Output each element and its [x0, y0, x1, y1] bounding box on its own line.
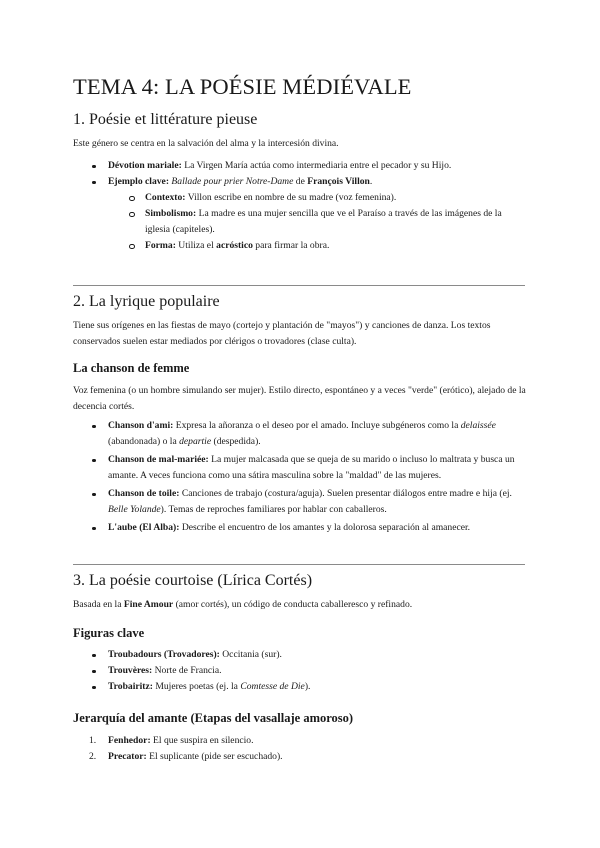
page-title: TEMA 4: LA POÉSIE MÉDIÉVALE — [73, 74, 412, 99]
sub-list-item: Forma: Utiliza el acróstico para firmar la obra. — [73, 238, 529, 254]
circle-bullet-icon — [129, 244, 135, 250]
circle-bullet-icon — [129, 196, 135, 202]
list-item: 1. Fenhedor: El que suspira en silencio. — [89, 735, 254, 746]
section-1-intro: Este género se centra en la salvación del alma y la intercesión divina. — [73, 138, 339, 149]
subsection-heading: La chanson de femme — [73, 361, 190, 375]
section-2-list — [73, 418, 529, 536]
figuras-heading: Figuras clave — [73, 626, 145, 640]
bullet-icon — [92, 527, 96, 531]
bullet-icon — [92, 425, 96, 429]
section-1-heading: 1. Poésie et littérature pieuse — [73, 111, 258, 128]
bullet-icon — [92, 670, 96, 674]
list-item: Ejemplo clave: Ballade pour prier Notre-Dame de François Villon. — [73, 174, 529, 190]
bullet-icon — [92, 654, 96, 658]
section-3-intro: Basada en la Fine Amour (amor cortés), un código de conducta caballeresco y refinado. — [73, 599, 413, 610]
list-item: Trouvères: Norte de Francia. — [73, 663, 529, 679]
bullet-icon — [92, 459, 96, 463]
list-item: 2. Precator: El suplicante (pide ser escuchado). — [89, 751, 283, 762]
section-divider — [73, 564, 525, 565]
list-item: Dévotion mariale: La Virgen María actúa como intermediaria entre el pecador y su Hijo. — [73, 158, 529, 174]
sub-list-item: Contexto: Villon escribe en nombre de su madre (voz femenina). — [73, 190, 529, 206]
figuras-list — [73, 647, 529, 695]
jerarquia-list — [73, 733, 529, 765]
bullet-icon — [92, 165, 96, 169]
jerarquia-heading: Jerarquía del amante (Etapas del vasallaje amoroso) — [73, 711, 354, 725]
list-item: Chanson de mal-mariée: La mujer malcasada que se queja de su marido o incluso lo maltrata y busca un amante. A veces funciona como una sátira masculina sobre la "maldad" de las mujeres. — [73, 452, 529, 484]
circle-bullet-icon — [129, 212, 135, 218]
bullet-icon — [92, 181, 96, 185]
section-1-list — [73, 158, 529, 254]
section-3-heading: 3. La poésie courtoise (Lírica Cortés) — [73, 572, 313, 589]
list-item: Trobairitz: Mujeres poetas (ej. la Comtesse de Die). — [73, 679, 529, 695]
section-divider — [73, 285, 525, 286]
list-item: Chanson d'ami: Expresa la añoranza o el deseo por el amado. Incluye subgéneros como la delaissée (abandonada) o la departie (despedida). — [73, 418, 529, 450]
bullet-icon — [92, 686, 96, 690]
sub-list-item: Simbolismo: La madre es una mujer sencilla que ve el Paraíso a través de las imágenes de la iglesia (capiteles). — [73, 206, 529, 238]
list-item: Troubadours (Trovadores): Occitania (sur). — [73, 647, 529, 663]
subsection-intro: Voz femenina (o un hombre simulando ser mujer). Estilo directo, espontáneo y a veces "verde" (erótico), alejado de la decencia cortés. — [73, 385, 526, 412]
section-2-heading: 2. La lyrique populaire — [73, 293, 220, 310]
bullet-icon — [92, 493, 96, 497]
list-item: L'aube (El Alba): Describe el encuentro de los amantes y la dolorosa separación al amanecer. — [73, 520, 529, 536]
list-item: Chanson de toile: Canciones de trabajo (costura/aguja). Suelen presentar diálogos entre madre e hija (ej. Belle Yolande). Temas de reproches familiares por hablar con caballeros. — [73, 486, 529, 518]
section-2-intro: Tiene sus orígenes en las fiestas de mayo (cortejo y plantación de "mayos") y canciones de danza. Los textos conservados suelen estar mediados por clérigos o trovadores (clase culta). — [73, 320, 491, 347]
